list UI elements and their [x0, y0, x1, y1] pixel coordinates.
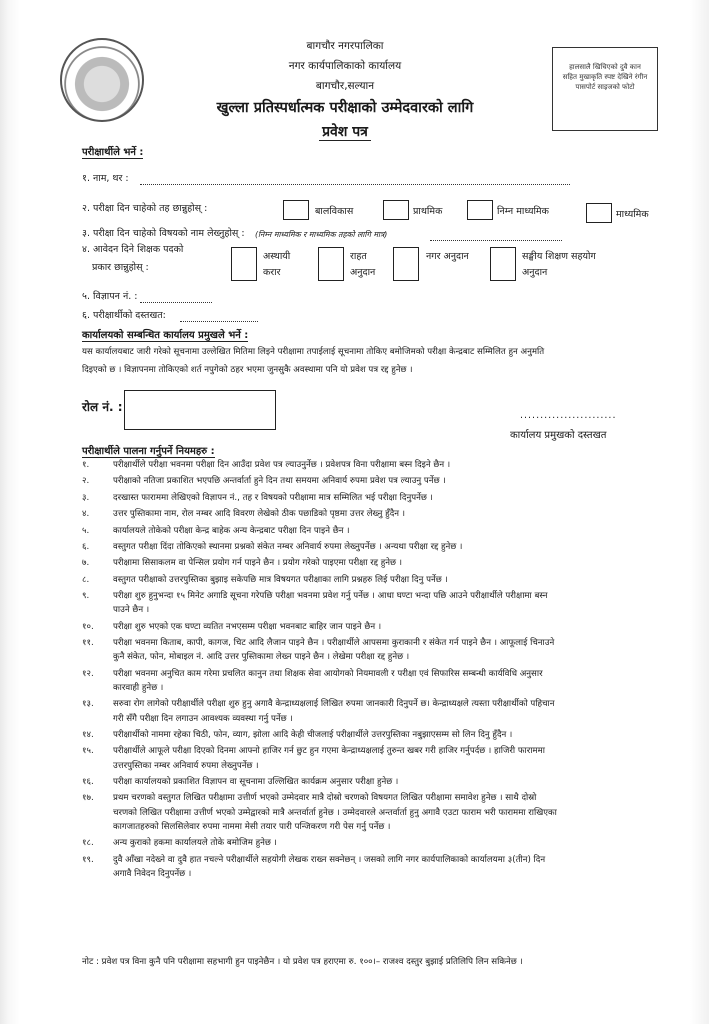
photo-note: हालसालै खिचिएको दुवै कान सहित मुखाकृति स्पष्ट देखिने रंगीन पासपोर्ट साइजको फोटो [562, 63, 648, 91]
rule-text: उत्तरपुस्तिका नम्बर अनिवार्य रुपमा लेख्नुपर्नेछ । [113, 760, 259, 771]
teacher-type-label-2: प्रकार छान्नुहोस् : [92, 262, 149, 273]
teacher-type-checkbox-federal[interactable] [490, 247, 516, 281]
rule-text: पाउने छैन । [113, 605, 150, 616]
office-name: नगर कार्यपालिकाको कार्यालय [288, 60, 402, 72]
level-checkbox-lower-secondary[interactable] [467, 200, 493, 220]
rule-text: परीक्षार्थीले आफूले परीक्षा दिएको दिनमा आफ्नो हाजिर गर्न छुट हुन गएमा केन्द्राध्यक्षलाई तुरुन्त खबर गरी हाजिर गर्नुपर्दछ । हाजिरी फाराममा [113, 746, 545, 757]
rule-item [82, 492, 692, 506]
rule-text: वस्तुगत परीक्षाको उत्तरपुस्तिका बुझाइ सकेपछि मात्र विषयगत परीक्षाका लागि प्रश्नहरु लिई परीक्षा दिनु पर्नेछ । [113, 574, 448, 585]
teacher-type-checkbox-municipal[interactable] [393, 247, 419, 281]
rule-text: कुनै संकेत, फोन, मोबाइल नं. आदि उत्तर पुस्तिकामा लेख्न पाइने छैन । लेखेमा परीक्षा रद्द हुनेछ । [113, 652, 410, 663]
photo-box [552, 47, 658, 131]
rule-number: ९. [82, 591, 90, 602]
rule-text: परीक्षा भवनमा अनुचित काम गरेमा प्रचलित कानुन तथा शिक्षक सेवा आयोगको नियमावली र परीक्षा एवं सिफारिस सम्बन्धी कार्यविधि अनुसार [113, 668, 543, 679]
rule-number: १६. [82, 777, 94, 787]
rule-number: १०. [82, 621, 94, 632]
office-address: बागचौर,सल्यान [315, 80, 375, 92]
rule-number: १७. [82, 793, 94, 804]
rule-text: अगावै निवेदन दिनुपर्नेछ । [113, 868, 192, 879]
rule-text: चरणको लिखित परीक्षामा उत्तीर्ण भएको उम्मेद्वारको मात्रै अन्तर्वार्ता हुनेछ । उम्मेदवारले अन्तर्वार्ता हुनु अगावै एउटा फाराम भरी फाराममा राखिएका [113, 807, 557, 818]
rule-item [82, 541, 692, 555]
office-sign-dots: ........................ [520, 410, 617, 421]
page-subtitle: प्रवेश पत्र [319, 124, 371, 141]
rule-text: परीक्षा कार्यालयको प्रकाशित विज्ञापन वा सूचनामा उल्लिखित कार्यक्रम अनुसार परीक्षा हुनेछ । [113, 777, 399, 787]
level-option-label: निम्न माध्यमिक [497, 206, 549, 217]
name-field[interactable] [140, 184, 570, 185]
rule-text: परीक्षार्थीको नाममा रहेका चिठी, फोन, व्याग, झोला आदि केही चीजलाई परीक्षार्थीले उत्तरपुस्तिका नबुझाएसम्म सो लिन दिनु हुँदैन । [113, 730, 513, 740]
rule-item [82, 590, 692, 618]
rule-text: परीक्षामा सिसाकलम वा पेन्सिल प्रयोग गर्न पाइने छैन । प्रयोग गरेको पाइएमा परीक्षा रद्द हुनेछ । [113, 558, 403, 569]
teacher-type-option: नगर अनुदान [426, 251, 469, 262]
subject-field[interactable] [430, 240, 562, 241]
rule-number: १८. [82, 838, 94, 849]
rule-text: सरुवा रोग लागेको परीक्षार्थीले परीक्षा शुरु हुनु अगावै केन्द्राध्यक्षलाई लिखित रुपमा जानकारी दिनुपर्ने छ। केन्द्राध्यक्षले त्यस्ता परीक्षार्थीको पहिचान [113, 699, 555, 710]
rule-number: ५. [82, 525, 90, 536]
teacher-type-label: ४. आवेदन दिने शिक्षक पदको [82, 244, 184, 255]
teacher-type-option: अनुदान [350, 267, 376, 278]
rule-text: दरखास्त फाराममा लेखिएको विज्ञापन नं., तह र विषयको परीक्षामा मात्र सम्मिलित भई परीक्षा दिनुपर्नेछ । [113, 492, 433, 503]
roll-number-box[interactable] [124, 390, 276, 430]
rule-item [82, 459, 692, 473]
rule-item [82, 729, 692, 743]
rule-item [82, 637, 692, 665]
signature-field[interactable] [180, 321, 258, 322]
rule-number: १४. [82, 730, 94, 740]
rule-text: परीक्षा शुरु भएको एक घण्टा व्यतित नभएसम्म परीक्षा भवनबाट बाहिर जान पाइने छैन । [113, 621, 382, 632]
rule-number: ४. [82, 509, 90, 520]
rule-number: ११. [82, 638, 94, 649]
advert-field[interactable] [140, 302, 212, 303]
rule-number: १३. [82, 699, 94, 710]
rule-text: प्रथम चरणको वस्तुगत लिखित परीक्षामा उत्तीर्ण भएको उम्मेदवार मात्रै दोस्रो चरणको विषयगत लिखित परीक्षामा समावेश हुनेछ । साथै दोस्रो [113, 793, 537, 804]
level-option-label: माध्यमिक [616, 209, 649, 220]
rule-item [82, 621, 692, 635]
rules-heading: परीक्षार्थीले पालना गर्नुपर्ने नियमहरु : [82, 443, 215, 458]
rule-text: वस्तुगत परीक्षा दिंदा तोकिएको स्थानमा प्रश्नको संकेत नम्बर अनिवार्य रुपमा लेख्नुपर्नेछ । अन्यथा परीक्षा रद्द हुनेछ । [113, 542, 463, 552]
footer-note: नोट : प्रवेश पत्र विना कुनै पनि परीक्षामा सहभागी हुन पाइनेछैन । यो प्रवेश पत्र हराएमा रु. १००।– राजश्व दस्तुर बुझाई प्रतिलिपि लिन सकिनेछ । [82, 957, 523, 967]
rule-item [82, 668, 692, 696]
candidate-section-heading: परीक्षार्थीले भर्ने : [82, 144, 143, 159]
name-label: १. नाम, थर : [82, 173, 129, 184]
teacher-type-option: राहत [350, 251, 367, 262]
rule-item [82, 837, 692, 851]
rule-item [82, 508, 692, 522]
teacher-type-option: अनुदान [522, 267, 548, 278]
rule-item [82, 574, 692, 588]
page-title: खुल्ला प्रतिस्पर्धात्मक परीक्षाको उम्मेदवारको लागि [216, 100, 474, 116]
teacher-type-option: सङ्घीय शिक्षण सहयोग [522, 251, 596, 262]
rule-text: कारवाही हुनेछ । [113, 682, 164, 693]
rule-text: परीक्षा शुरु हुनुभन्दा १५ मिनेट अगाडि सूचना गरेपछि परीक्षा भवनमा प्रवेश गर्नु पर्नेछ । आधा घण्टा भन्दा पछि आउने परीक्षार्थीले परीक्षामा बस्न [113, 591, 548, 602]
rule-text: गरी सँगै परीक्षा दिन लगाउन आवश्यक व्यवस्था गर्नु पर्नेछ । [113, 713, 293, 724]
rule-item [82, 745, 692, 773]
teacher-type-option: अस्थायी [263, 251, 291, 262]
teacher-type-checkbox-relief[interactable] [318, 247, 344, 281]
teacher-type-checkbox-temporary[interactable] [231, 247, 257, 281]
advert-label: ५. विज्ञापन नं. : [82, 291, 138, 302]
municipality-logo [60, 38, 144, 122]
rule-number: १५. [82, 746, 94, 757]
rule-number: १. [82, 460, 90, 470]
rule-number: ६. [82, 542, 90, 552]
office-section-heading: कार्यालयको सम्बन्धित कार्यालय प्रमुखले भर्ने : [82, 327, 248, 342]
rule-number: २. [82, 476, 90, 487]
signature-label: ६. परीक्षार्थीको दस्तखत: [82, 310, 166, 321]
office-text-line-2: दिइएको छ । विज्ञापनमा तोकिएको शर्त नपुगेको ठहर भएमा जुनसुकै अवस्थामा पनि यो प्रवेश पत्र रद्द हुनेछ । [82, 365, 413, 375]
rule-text: कार्यालयले तोकेको परीक्षा केन्द्र बाहेक अन्य केन्द्रबाट परीक्षा दिन पाइने छैन । [113, 525, 350, 536]
rule-text: कागजातहरुको सिलसिलेवार रुपमा नाममा मेसी तयार पारी पन्जिकरण गरी पेस गर्नु पर्नेछ । [113, 821, 391, 832]
rule-number: ८. [82, 574, 90, 585]
office-text-line-1: यस कार्यालयबाट जारी गरेको सूचनामा उल्लेखित मितिमा लिइने परीक्षामा तपाईलाई सूचनामा तोकिए बमोजिमको परीक्षा केन्द्रबाट सम्मिलित हुन अनुमति [82, 347, 545, 357]
roll-number-label: रोल नं. : [82, 400, 123, 414]
rule-number: ३. [82, 492, 90, 503]
rule-item [82, 525, 692, 539]
rule-item [82, 776, 692, 790]
office-sign-label: कार्यालय प्रमुखको दस्तखत [510, 430, 607, 441]
level-checkbox-secondary[interactable] [586, 203, 612, 223]
rule-text: दुवै आँखा नदेख्ने वा दुवै हात नचल्ने परीक्षार्थीले सहयोगी लेखक राख्न सक्नेछन् । जसको लागि नगर कार्यपालिकाको कार्यालयमा ३(तीन) दिन [113, 854, 546, 865]
level-checkbox-primary[interactable] [383, 200, 409, 220]
level-option-label: प्राथमिक [413, 206, 443, 217]
subject-label: ३. परीक्षा दिन चाहेको विषयको नाम लेख्नुहोस् : [82, 228, 245, 239]
rule-item [82, 557, 692, 571]
rule-number: १२. [82, 668, 94, 679]
rule-text: अन्य कुराको हकमा कार्यालयले तोके बमोजिम हुनेछ । [113, 838, 277, 849]
subject-note: (निम्न माध्यमिक र माध्यमिक तहको लागि मात्र) [255, 230, 388, 239]
rule-text: उत्तर पुस्तिकामा नाम, रोल नम्बर आदि विवरण लेखेको ठीक पछाडिको पृष्ठमा उत्तर लेख्नु हुँदैन । [113, 509, 406, 520]
rule-text: परीक्षाको नतिजा प्रकाशित भएपछि अन्तर्वार्ता हुने दिन तथा समयमा अनिवार्य रुपमा प्रवेश पत्र ल्याउनु पर्नेछ । [113, 476, 446, 487]
rule-number: ७. [82, 558, 90, 569]
rule-item [82, 792, 692, 835]
rule-item [82, 854, 692, 882]
rule-text: परीक्षार्थीले परीक्षा भवनमा परीक्षा दिन आउँदा प्रवेश पत्र ल्याउनुर्नेछ । प्रवेशपत्र विना परीक्षामा बस्न दिइने छैन । [113, 460, 451, 470]
level-option-label: बालविकास [315, 206, 354, 217]
level-label: २. परीक्षा दिन चाहेको तह छान्नुहोस् : [82, 203, 208, 214]
rule-number: १९. [82, 854, 94, 865]
rule-text: परीक्षा भवनमा किताब, कापी, कागज, चिट आदि लैजान पाइने छैन । परीक्षार्थीले आपसमा कुराकानी र संकेत गर्न पाइने छैन । आफूलाई चिनाउने [113, 638, 555, 649]
teacher-type-option: करार [263, 267, 281, 278]
level-checkbox-balbikas[interactable] [283, 200, 309, 220]
rule-item [82, 698, 692, 726]
municipality-name: बागचौर नगरपालिका [306, 40, 384, 52]
rule-item [82, 475, 692, 489]
